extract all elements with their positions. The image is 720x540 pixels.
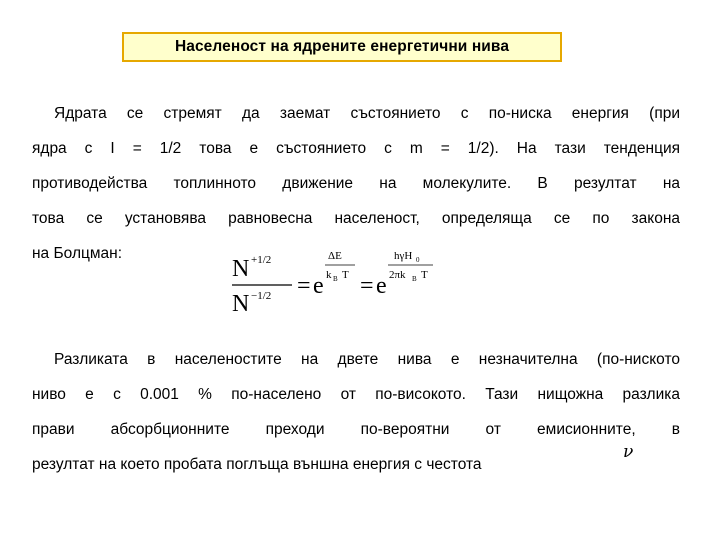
paragraph-1-line: Ядрата се стремят да заемат състоянието с по-ниска енергия (при: [54, 105, 680, 122]
paragraph-2-line: прави абсорбционните преходи по-вероятни от емисионните, в: [32, 421, 680, 438]
slide-title: Населеност на ядрените енергетични нива: [122, 32, 562, 62]
frequency-nu-symbol: ν: [623, 442, 634, 462]
formula-e-2: e: [376, 273, 387, 299]
paragraph-1-line: това се установява равновесна населеност, определяща се по закона: [32, 210, 680, 227]
paragraph-2: [32, 342, 680, 482]
formula-e-1: e: [313, 273, 324, 299]
formula-equals-2: =: [360, 273, 374, 299]
formula-exp2-t: T: [421, 269, 428, 281]
paragraph-1-line: противодейства топлинното движение на молекулите. В резултат на: [32, 175, 680, 192]
formula-exp1-t: T: [342, 269, 349, 281]
formula-exp2-denominator: 2πk: [389, 269, 406, 281]
formula-exp1-numerator: ΔE: [328, 250, 342, 262]
formula-exp1-denominator: k: [326, 269, 332, 281]
paragraph-1-line: на Болцман:: [32, 245, 123, 262]
formula-exp2-numerator: hγH: [394, 250, 413, 262]
formula-exp2-num-sub: 0: [416, 256, 420, 264]
formula-exp2-sub: B: [412, 275, 417, 283]
formula-equals-1: =: [297, 273, 311, 299]
formula-denominator-base: N: [232, 291, 250, 317]
formula-numerator-base: N: [232, 256, 250, 282]
formula-denominator-sup: −1/2: [251, 290, 272, 302]
paragraph-2-line: ниво е с 0.001 % по-населено от по-високото. Тази нищожна разлика: [32, 386, 680, 403]
paragraph-2-line: Разликата в населеностите на двете нива е незначителна (по-ниското: [54, 351, 680, 368]
paragraph-2-line: резултат на което пробата поглъща външна енергия с честота: [32, 456, 482, 473]
formula-exp1-sub: B: [333, 275, 338, 283]
formula-numerator-sup: +1/2: [251, 254, 272, 266]
boltzmann-formula: [230, 243, 450, 323]
paragraph-1-line: ядра с I = 1/2 това е състоянието с m = 1/2). На тази тенденция: [32, 140, 680, 157]
